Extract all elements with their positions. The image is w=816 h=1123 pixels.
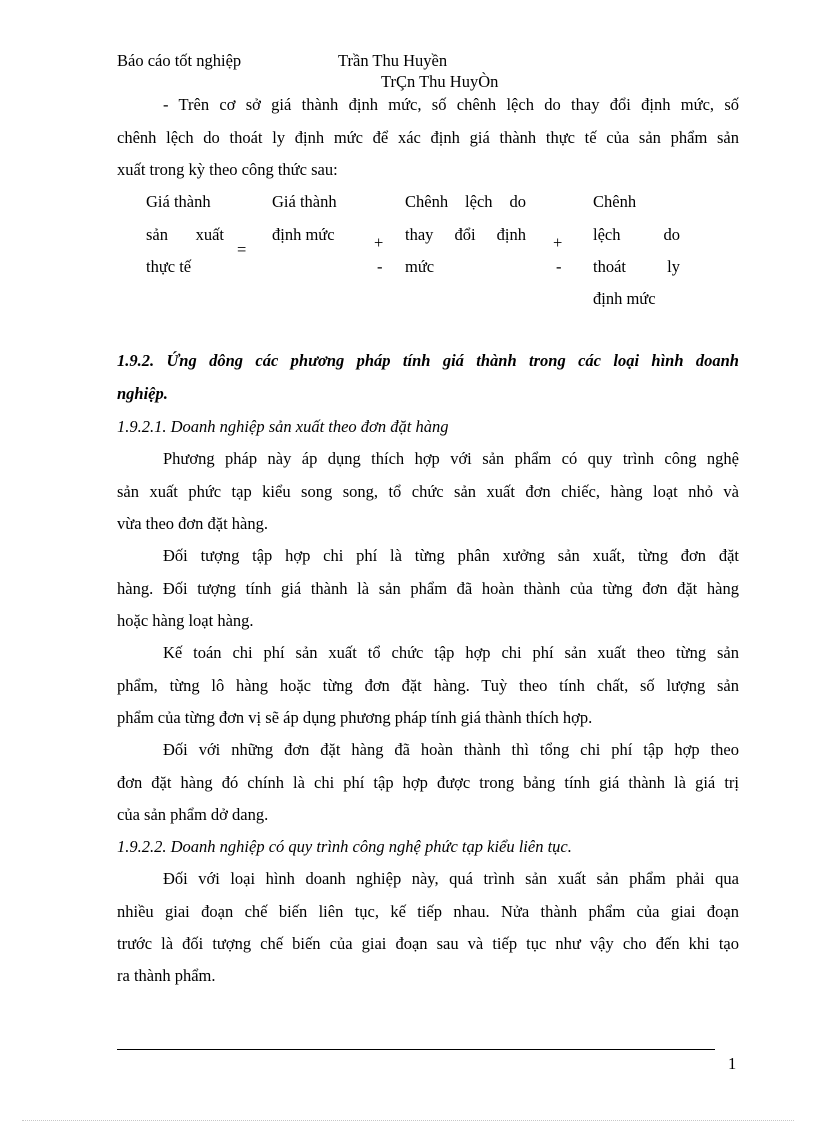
paragraph-line: của sản phẩm dở dang. [117,805,269,824]
paragraph-line: phẩm, từng lô hàng hoặc từng đơn đặt hàng. Tuỳ theo tính chất, số lượng sản [117,676,739,695]
paragraph-line: Phương pháp này áp dụng thích hợp với sản phẩm có quy trình công nghệ [163,449,739,468]
intro-line-3: xuất trong kỳ theo công thức sau: [117,160,338,179]
formula-minus-sign-2: - [556,257,562,276]
page-number: 1 [728,1054,737,1073]
section-heading-1-9-2-line-1: 1.9.2. Ứng dông các phương pháp tính giá thành trong các loại hình doanh [117,351,739,370]
paragraph-line: hoặc hàng loạt hàng. [117,611,254,630]
section-heading-1-9-2-line-2: nghiệp. [117,384,168,403]
paragraph-line: trước là đối tượng chế biến của giai đoạn sau và tiếp tục như vậy cho đến khi tạo [117,934,739,953]
paragraph-line: phẩm của từng đơn vị sẽ áp dụng phương pháp tính giá thành thích hợp. [117,708,593,727]
paragraph-line: Kế toán chi phí sản xuất tổ chức tập hợp chi phí sản xuất theo từng sản [163,643,739,662]
formula-col4-line2: lệch do [593,225,680,244]
formula-col4-line4: định mức [593,289,656,308]
formula-col1-line3: thực tế [146,257,192,276]
formula-col3-line1: Chênh lệch do [405,192,526,211]
paragraph-line: đơn đặt hàng đó chính là chi phí tập hợp được trong bảng tính giá thành là giá trị [117,773,739,792]
formula-col4-line1: Chênh [593,192,637,211]
formula-col1-line1: Giá thành [146,192,211,211]
formula-col3-line2: thay đổi định [405,225,526,244]
header-author-garbled: TrÇn Thu HuyÒn [381,72,499,91]
paragraph-line: Đối với những đơn đặt hàng đã hoàn thành thì tổng chi phí tập hợp theo [163,740,739,759]
paragraph-line: Đối với loại hình doanh nghiệp này, quá trình sản xuất sản phẩm phải qua [163,869,739,888]
formula-col2-line1: Giá thành [272,192,337,211]
subsection-heading-1-9-2-1: 1.9.2.1. Doanh nghiệp sản xuất theo đơn đặt hàng [117,417,449,436]
footer-divider [117,1049,715,1050]
intro-line-1: - Trên cơ sở giá thành định mức, số chênh lệch do thay đổi định mức, số [163,95,739,114]
paragraph-line: Đối tượng tập hợp chi phí là từng phân xưởng sản xuất, từng đơn đặt [163,546,739,565]
formula-plus-sign-1: + [374,233,384,252]
page-bottom-dotted-border [22,1120,794,1121]
formula-col1-line2: sản xuất [146,225,224,244]
paragraph-line: ra thành phẩm. [117,966,216,985]
paragraph-line: nhiều giai đoạn chế biến liên tục, kế tiếp nhau. Nửa thành phẩm của giai đoạn [117,902,739,921]
paragraph-line: hàng. Đối tượng tính giá thành là sản phẩm đã hoàn thành của từng đơn đặt hàng [117,579,739,598]
formula-col3-line3: mức [405,257,435,276]
intro-line-2: chênh lệch do thoát ly định mức để xác định giá thành thực tế của sản phẩm sản [117,128,739,147]
header-report-title: Báo cáo tốt nghiệp [117,51,242,70]
subsection-heading-1-9-2-2: 1.9.2.2. Doanh nghiệp có quy trình công nghệ phức tạp kiểu liên tục. [117,837,572,856]
formula-minus-sign-1: - [377,257,383,276]
formula-col4-line3: thoát ly [593,257,680,276]
formula-equals-sign: = [237,240,247,259]
paragraph-line: sản xuất phức tạp kiểu song song, tổ chức sản xuất đơn chiếc, hàng loạt nhỏ và [117,482,739,501]
formula-plus-sign-2: + [553,233,563,252]
header-author: Trần Thu Huyền [338,51,448,70]
paragraph-line: vừa theo đơn đặt hàng. [117,514,269,533]
formula-col2-line2: định mức [272,225,335,244]
